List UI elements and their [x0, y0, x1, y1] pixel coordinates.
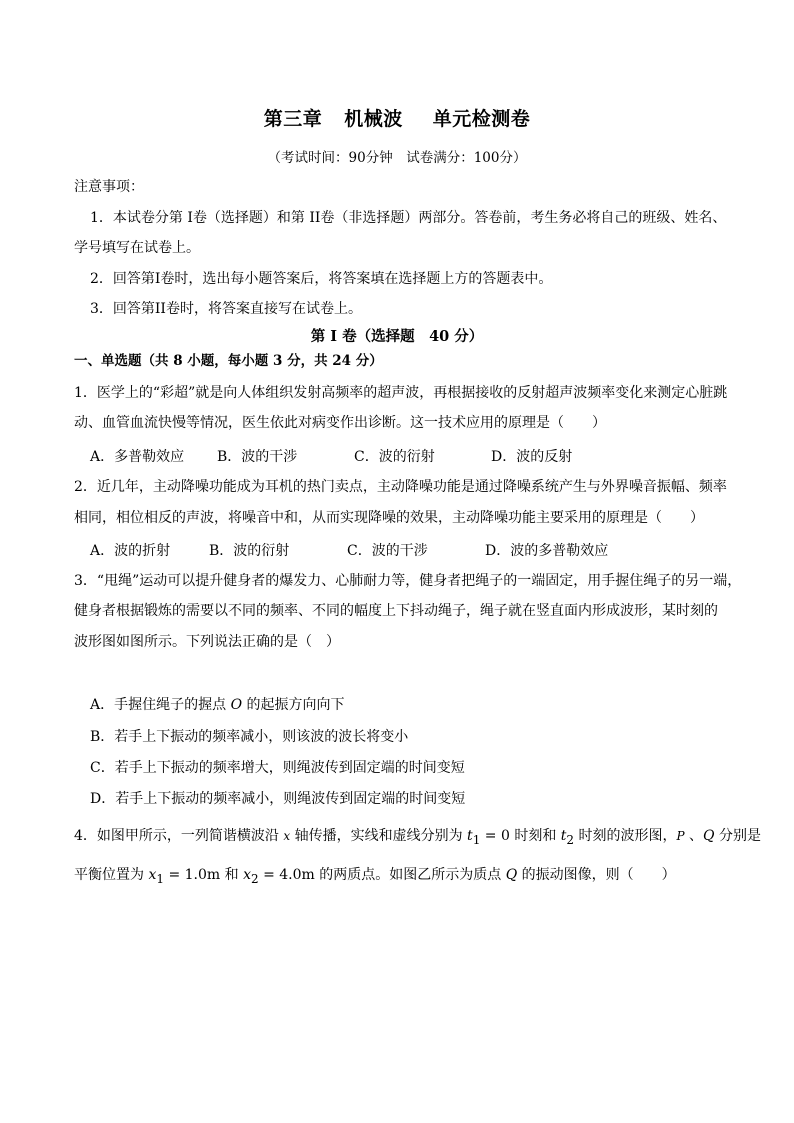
page-title — [0, 104, 794, 131]
q1-option-a: A．多普勒效应 — [90, 449, 185, 465]
q3-stem-line1: 3．“甩绳”运动可以提升健身者的爆发力、心肺耐力等，健身者把绳子的一端固定，用手握住绳子的另一端， — [74, 573, 742, 589]
q3-option-d: D．若手上下振动的频率减小，则绳波传到固定端的时间变短 — [90, 791, 466, 807]
point-q-symbol: Q — [703, 828, 715, 844]
note-item-1-cont: 学号填写在试卷上。 — [74, 240, 200, 256]
q3-option-c: C．若手上下振动的频率增大，则绳波传到固定端的时间变短 — [90, 760, 465, 776]
x-axis-symbol: x — [283, 829, 291, 843]
x2-symbol: x — [243, 867, 251, 883]
q3-option-a: A．手握住绳子的握点 O 的起振方向向下 — [90, 697, 345, 713]
q3-stem-line3: 波形图如图所示。下列说法正确的是（ ） — [74, 634, 340, 650]
notes-heading: 注意事项： — [74, 179, 144, 195]
q2-option-a: A．波的折射 — [90, 543, 171, 559]
q2-options — [90, 540, 608, 560]
note-item-1: 1．本试卷分第 I卷（选择题）和第 II卷（非选择题）两部分。答卷前，考生务必将自己的班级、姓名、 — [90, 210, 727, 226]
point-o-symbol: O — [230, 697, 243, 713]
t1-symbol: t — [467, 828, 473, 844]
title-chapter: 第三章 — [263, 108, 323, 130]
q1-stem-line1: 1．医学上的“彩超”就是向人体组织发射高频率的超声波，再根据接收的反射超声波频率变化来测定心脏跳 — [74, 385, 728, 401]
q2-option-d: D．波的多普勒效应 — [485, 543, 609, 559]
q3-stem-line2: 健身者根据锻炼的需要以不同的频率、不同的幅度上下抖动绳子，绳子就在竖直面内形成波形，某时刻的 — [74, 603, 718, 619]
q4-stem-line2: 平衡位置为 $x_1 = 1.0m$ 和 $x_2 = 4.0m$ 的两质点。如图乙所示为质点 Q 的振动图像，则（ ） — [74, 867, 676, 886]
section-title: 第 I 卷（选择题 40 分） — [310, 328, 484, 345]
part-heading: 一、单选题（共 8 小题，每小题 3 分，共 24 分） — [74, 353, 383, 369]
title-topic: 机械波 — [344, 108, 403, 130]
q2-stem-line1: 2．近几年，主动降噪功能成为耳机的热门卖点，主动降噪功能是通过降噪系统产生与外界噪音振幅、频率 — [74, 479, 727, 495]
note-item-3: 3．回答第II卷时，将答案直接写在试卷上。 — [90, 301, 362, 317]
q3-option-b: B．若手上下振动的频率减小，则该波的波长将变小 — [90, 729, 409, 745]
q2-option-b: B．波的衍射 — [209, 543, 290, 559]
q1-option-b: B．波的干涉 — [217, 449, 298, 465]
t2-symbol: t — [560, 828, 567, 844]
title-test: 单元检测卷 — [432, 108, 531, 130]
point-q-symbol: Q — [505, 867, 518, 883]
exam-info: （考试时间：90分钟 试卷满分：100分） — [267, 150, 527, 166]
q1-options — [90, 446, 572, 466]
x1-symbol: x — [148, 867, 157, 883]
q4-stem-line1: 4．如图甲所示，一列简谐横波沿 x 轴传播，实线和虚线分别为 $t_1 = 0$ 时刻和 $t_2$ 时刻的波形图，P 、Q 分别是 — [74, 828, 761, 847]
q2-stem-line2: 相同，相位相反的声波，将噪音中和，从而实现降噪的效果，主动降噪功能主要采用的原理是（ ） — [74, 510, 704, 526]
note-item-2: 2．回答第I卷时，选出每小题答案后，将答案填在选择题上方的答题表中。 — [90, 271, 553, 287]
point-p-symbol: P — [676, 829, 685, 843]
q1-stem-line2: 动、血管血流快慢等情况，医生依此对病变作出诊断。这一技术应用的原理是（ ） — [74, 415, 606, 431]
q1-option-d: D．波的反射 — [491, 449, 573, 465]
q2-option-c: C．波的干涉 — [347, 543, 428, 559]
q1-option-c: C．波的衍射 — [354, 449, 435, 465]
